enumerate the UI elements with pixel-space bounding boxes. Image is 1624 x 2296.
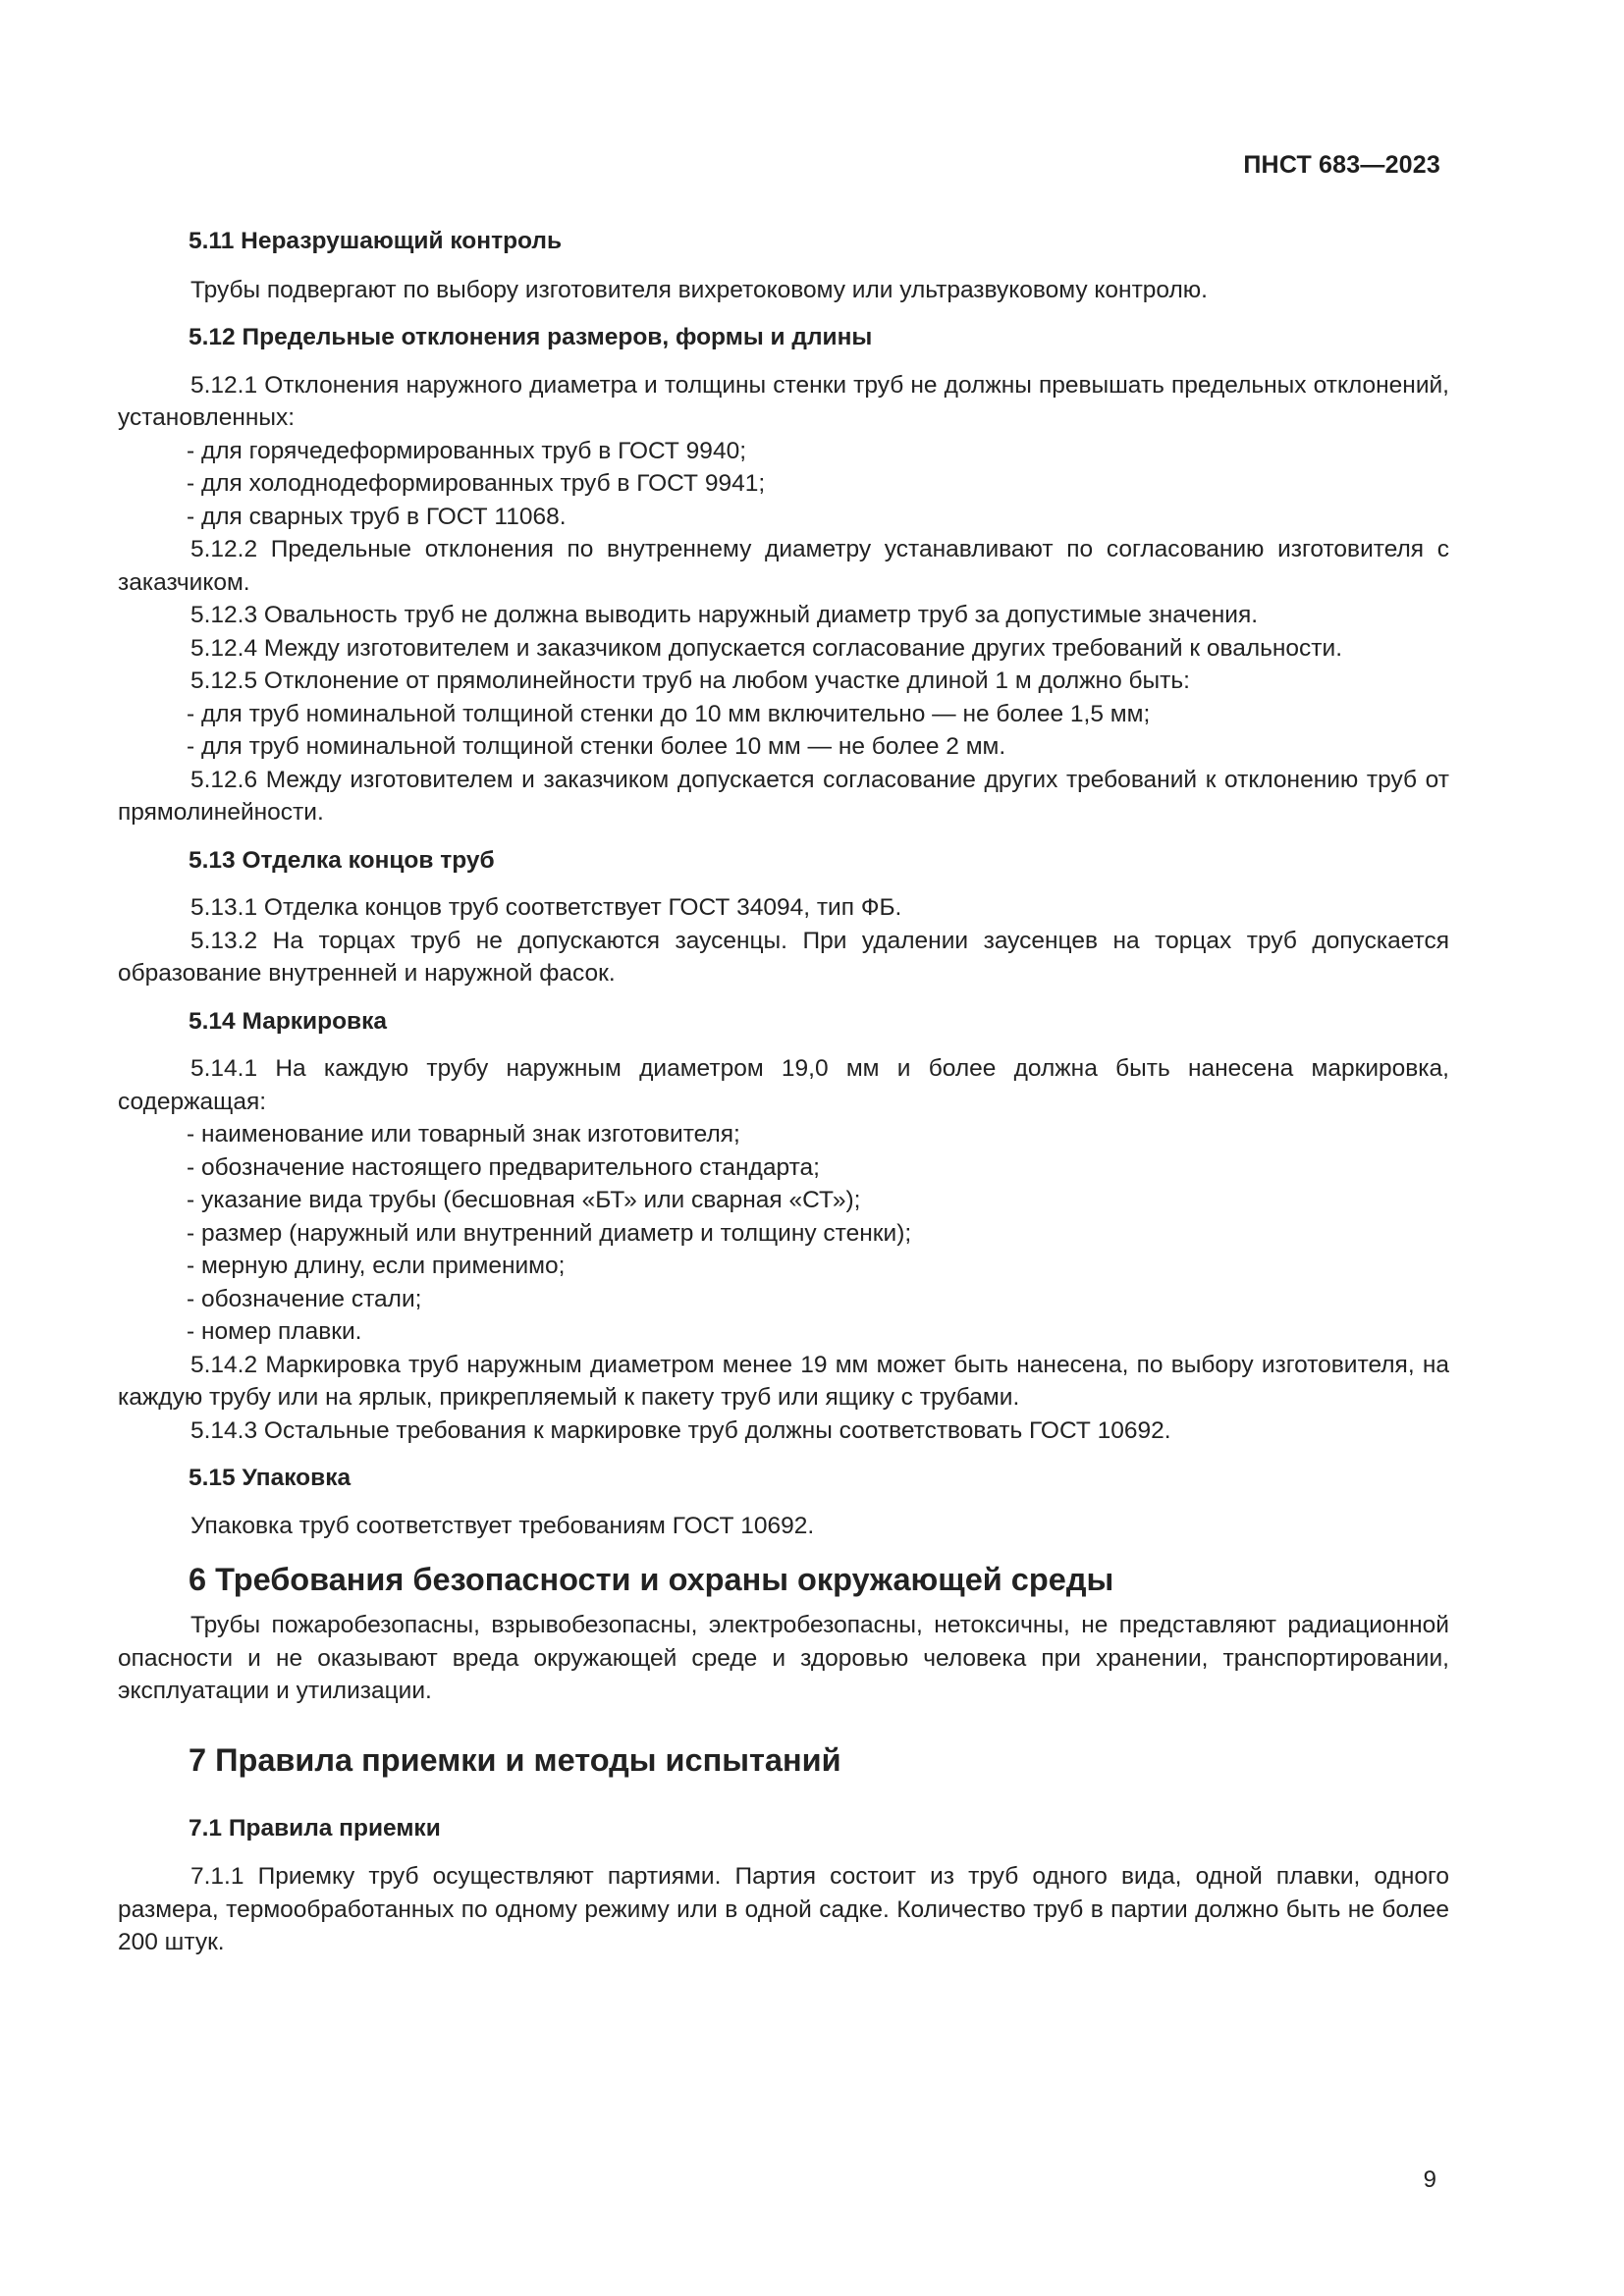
- paragraph-5-12-5: 5.12.5 Отклонение от прямолинейности труб на любом участке длиной 1 м должно быть:: [190, 667, 1190, 694]
- document-code: ПНСТ 683—2023: [1243, 151, 1440, 179]
- list-item: - наименование или товарный знак изготовителя;: [187, 1121, 740, 1148]
- section-heading-5-15: 5.15 Упаковка: [189, 1465, 352, 1491]
- list-item: - для труб номинальной толщиной стенки до 10 мм включительно — не более 1,5 мм;: [187, 700, 1151, 727]
- list-item: - номер плавки.: [187, 1318, 362, 1345]
- section-heading-7: 7 Правила приемки и методы испытаний: [189, 1741, 841, 1778]
- paragraph-5-12-2: 5.12.2 Предельные отклонения по внутреннему диаметру устанавливают по согласованию изготовителя с заказчиком.: [118, 536, 1449, 596]
- paragraph-5-13-2: 5.13.2 На торцах труб не допускаются заусенцы. При удалении заусенцев на торцах труб допускается образование внутренней и наружной фасок.: [118, 927, 1449, 987]
- paragraph: Трубы подвергают по выбору изготовителя вихретоковому или ультразвуковому контролю.: [190, 276, 1208, 303]
- paragraph-5-12-4: 5.12.4 Между изготовителем и заказчиком допускается согласование других требований к овальности.: [190, 634, 1343, 662]
- list-item: - размер (наружный или внутренний диаметр и толщину стенки);: [187, 1219, 912, 1247]
- page-number: 9: [1423, 2166, 1436, 2193]
- paragraph-5-14-3: 5.14.3 Остальные требования к маркировке труб должны соответствовать ГОСТ 10692.: [190, 1416, 1171, 1444]
- section-heading-5-13: 5.13 Отделка концов труб: [189, 846, 495, 874]
- list-item: - обозначение стали;: [187, 1285, 422, 1312]
- paragraph: Упаковка труб соответствует требованиям ГОСТ 10692.: [190, 1512, 815, 1539]
- paragraph-7-1-1: 7.1.1 Приемку труб осуществляют партиями. Партия состоит из труб одного вида, одной плавки, одного размера, термообработанных по одному режиму или в одной садке. Количество труб в партии должно быть не более 200 штук.: [118, 1863, 1449, 1955]
- paragraph-5-12-1: 5.12.1 Отклонения наружного диаметра и толщины стенки труб не должны превышать предельных отклонений, установленных:: [118, 371, 1449, 431]
- list-item: - обозначение настоящего предварительного стандарта;: [187, 1153, 820, 1181]
- section-heading-6: 6 Требования безопасности и охраны окружающей среды: [189, 1562, 1114, 1597]
- list-item: - для горячедеформированных труб в ГОСТ 9940;: [187, 437, 746, 464]
- section-heading-5-12: 5.12 Предельные отклонения размеров, формы и длины: [189, 324, 873, 350]
- paragraph: Трубы пожаробезопасны, взрывобезопасны, электробезопасны, нетоксичны, не представляют радиационной опасности и не оказывают вреда окружающей среде и здоровью человека при хранении, транспортировании, эксплуатации и утилизации.: [118, 1612, 1449, 1704]
- page-content: [118, 214, 1449, 1959]
- list-item: - мерную длину, если применимо;: [187, 1253, 566, 1279]
- paragraph-5-12-6: 5.12.6 Между изготовителем и заказчиком допускается согласование других требований к отклонению труб от прямолинейности.: [118, 766, 1449, 826]
- section-heading-5-11: 5.11 Неразрушающий контроль: [189, 228, 563, 254]
- section-heading-5-14: 5.14 Маркировка: [189, 1007, 387, 1035]
- paragraph-5-14-1: 5.14.1 На каждую трубу наружным диаметром 19,0 мм и более должна быть нанесена маркировка, содержащая:: [118, 1055, 1449, 1115]
- paragraph-5-14-2: 5.14.2 Маркировка труб наружным диаметром менее 19 мм может быть нанесена, по выбору изготовителя, на каждую трубу или на ярлык, прикрепляемый к пакету труб или ящику с трубами.: [118, 1351, 1449, 1411]
- list-item: - для холоднодеформированных труб в ГОСТ 9941;: [187, 470, 766, 497]
- list-item: - указание вида трубы (бесшовная «БТ» или сварная «СТ»);: [187, 1187, 861, 1213]
- section-heading-7-1: 7.1 Правила приемки: [189, 1814, 441, 1842]
- paragraph-5-13-1: 5.13.1 Отделка концов труб соответствует ГОСТ 34094, тип ФБ.: [190, 894, 902, 921]
- list-item: - для труб номинальной толщиной стенки более 10 мм — не более 2 мм.: [187, 733, 1006, 760]
- paragraph-5-12-3: 5.12.3 Овальность труб не должна выводить наружный диаметр труб за допустимые значения.: [190, 602, 1259, 628]
- list-item: - для сварных труб в ГОСТ 11068.: [187, 503, 567, 530]
